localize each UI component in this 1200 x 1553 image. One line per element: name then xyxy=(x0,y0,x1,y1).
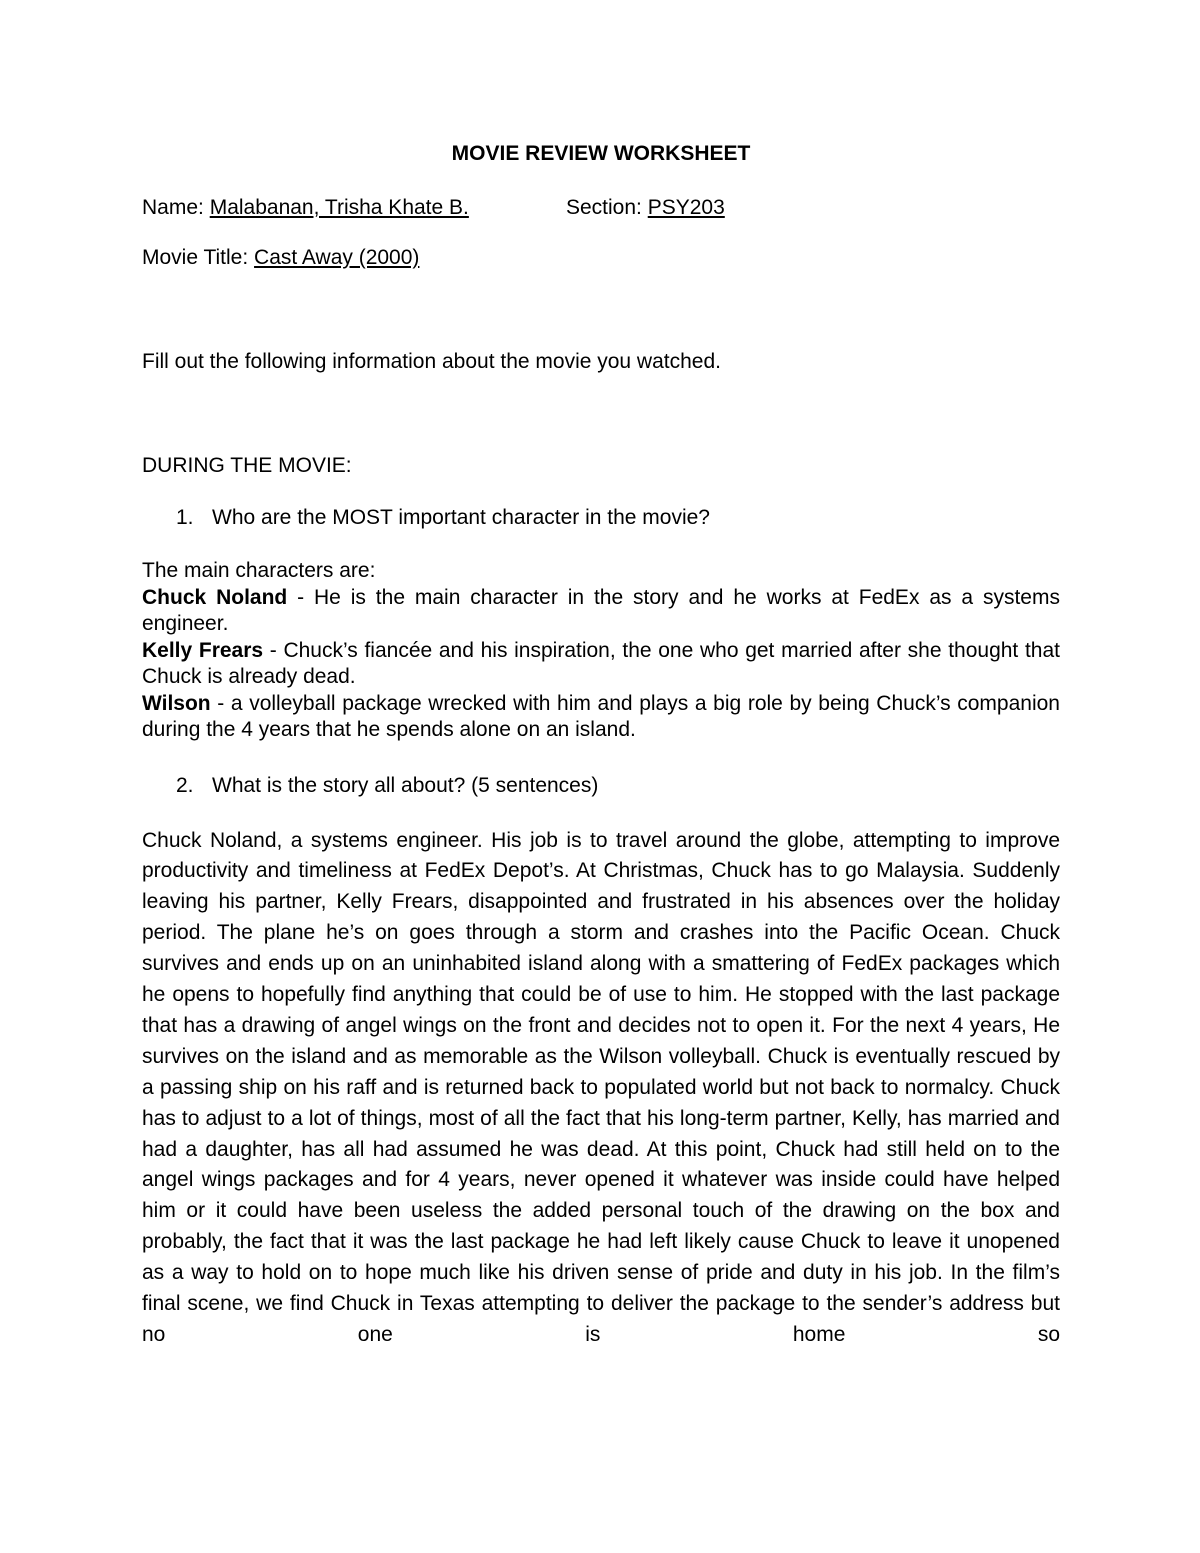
character-name: Chuck Noland xyxy=(142,585,288,609)
during-heading: DURING THE MOVIE: xyxy=(142,454,352,477)
question-1 xyxy=(142,504,1060,532)
question-2 xyxy=(142,772,1060,800)
section-field xyxy=(566,194,725,222)
character-desc: - Chuck’s fiancée and his inspiration, the one who get married after she thought that Chuck is already dead. xyxy=(142,638,1060,688)
movie-title-label: Movie Title: xyxy=(142,246,249,269)
name-section-row xyxy=(142,194,1060,222)
name-label: Name: xyxy=(142,196,204,219)
page-title: MOVIE REVIEW WORKSHEET xyxy=(451,142,751,165)
question-number: 2. xyxy=(176,773,194,797)
question-text: What is the story all about? (5 sentences) xyxy=(212,773,599,797)
movie-title-row xyxy=(142,244,1060,272)
characters-intro: The main characters are: xyxy=(142,559,376,582)
character-desc: - He is the main character in the story and he works at FedEx as a systems engineer. xyxy=(142,585,1060,635)
character-desc: - a volleyball package wrecked with him and plays a big role by being Chuck’s companion during the 4 years that he spends alone on an island. xyxy=(142,691,1060,741)
character-item xyxy=(142,585,1060,638)
characters-answer xyxy=(142,558,1060,744)
movie-title-value: Cast Away (2000) xyxy=(254,246,420,269)
worksheet-page xyxy=(142,138,1060,1351)
name-value: Malabanan, Trisha Khate B. xyxy=(209,196,469,219)
question-number: 1. xyxy=(176,506,194,529)
instruction-text: Fill out the following information about the movie you watched. xyxy=(142,350,721,373)
character-item xyxy=(142,691,1060,744)
question-text: Who are the MOST important character in the movie? xyxy=(212,506,710,529)
character-name: Kelly Frears xyxy=(142,638,264,662)
character-name: Wilson xyxy=(142,691,211,715)
story-answer: Chuck Noland, a systems engineer. His job is to travel around the globe, attempting to improve productivity and timeliness at FedEx Depot’s. At Christmas, Chuck has to go Malaysia. Suddenly leaving his partner, Kelly Frears, disappointed and frustrated in his absences over the holiday period. The plane he’s on goes through a storm and crashes into the Pacific Ocean. Chuck survives and ends up on an uninhabited island along with a smattering of FedEx packages which he opens to hopefully find anything that could be of use to him. He stopped with the last package that has a drawing of angel wings on the front and decides not to open it. For the next 4 years, He survives on the island and as memorable as the Wilson volleyball. Chuck is eventually rescued by a passing ship on his raff and is returned back to populated world but not back to normalcy. Chuck has to adjust to a lot of things, most of all the fact that his long-term partner, Kelly, has married and had a daughter, has all had assumed he was dead. At this point, Chuck had still held on to the angel wings packages and for 4 years, never opened it whatever was inside could have helped him or it could have been useless the added personal touch of the drawing on the box and probably, the fact that it was the last package he had left likely cause Chuck to leave it unopened as a way to hold on to hope much like his driven sense of pride and duty in his job. In the film’s final scene, we find Chuck in Texas attempting to deliver the package to the sender’s address but no one is home so xyxy=(142,828,1060,1346)
section-value: PSY203 xyxy=(647,196,725,219)
section-label: Section: xyxy=(566,196,642,219)
character-item xyxy=(142,638,1060,691)
